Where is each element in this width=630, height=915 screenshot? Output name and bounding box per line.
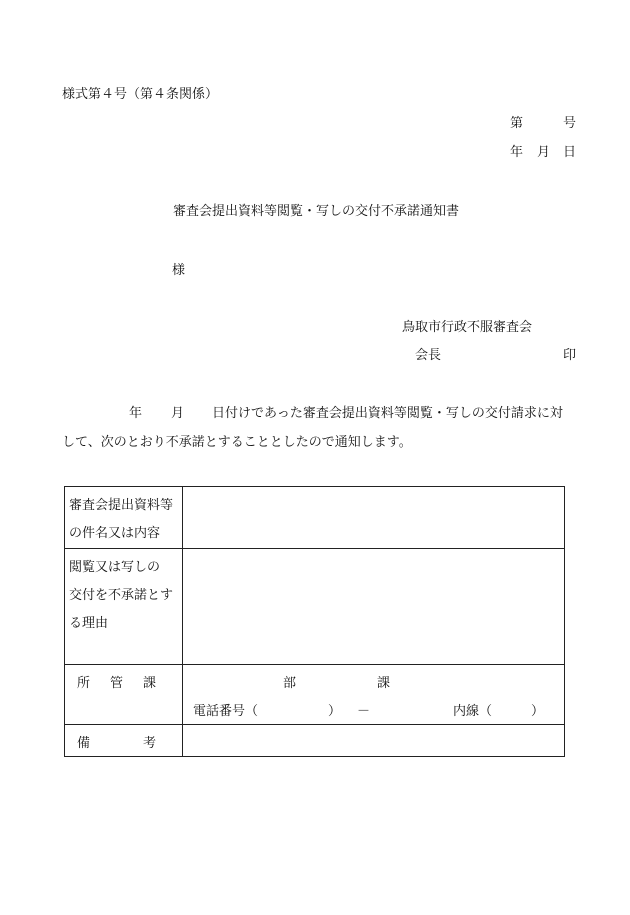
sender-position: 会長: [415, 348, 442, 363]
department-label-char1: 所: [77, 676, 91, 691]
seal-mark: 印: [562, 348, 576, 363]
subject-label-line1: 審査会提出資料等: [69, 498, 174, 513]
date-month: 月: [537, 145, 551, 160]
date-year: 年: [510, 145, 524, 160]
remarks-label-char1: 備: [77, 736, 91, 751]
reason-label-line2: 交付を不承諾とす: [69, 588, 174, 603]
reason-label-line1: 閲覧又は写しの: [69, 560, 161, 575]
table-row-remarks: [65, 725, 565, 757]
department-label-char3: 課: [142, 676, 156, 691]
addressee: 様: [172, 263, 186, 278]
document-number-prefix: 第: [510, 116, 524, 131]
document-title: 審査会提出資料等閲覧・写しの交付不承諾通知書: [173, 204, 460, 219]
sender-organization: 鳥取市行政不服審査会: [402, 320, 533, 335]
info-table: [64, 486, 565, 757]
body-month: 月: [171, 406, 185, 421]
department-label-char2: 管: [109, 676, 123, 691]
phone-close: ）: [328, 704, 342, 719]
subject-label: [65, 487, 183, 549]
table-row-reason: [65, 549, 565, 665]
subject-label-line2: の件名又は内容: [69, 526, 161, 541]
form-number: 様式第４号（第４条関係）: [62, 87, 219, 102]
date-day: 日: [562, 145, 576, 160]
document-number-suffix: 号: [562, 116, 576, 131]
reason-label-line3: る理由: [69, 616, 109, 631]
reason-value-cell[interactable]: [183, 549, 565, 665]
phone-label: 電話番号（: [193, 704, 259, 719]
table-row-department: [65, 665, 565, 725]
department-value-cell[interactable]: [183, 665, 565, 725]
subject-value-cell[interactable]: [183, 487, 565, 549]
extension-close: ）: [531, 704, 545, 719]
body-line1-rest: 日付けであった審査会提出資料等閲覧・写しの交付請求に対: [212, 406, 563, 421]
remarks-label: [65, 725, 183, 757]
table-row-subject: [65, 487, 565, 549]
department-label: [65, 665, 183, 725]
department-ka: 課: [377, 676, 391, 691]
remarks-label-char2: 考: [142, 736, 156, 751]
body-year: 年: [129, 406, 143, 421]
body-text-line2: して、次のとおり不承諾とすることとしたので通知します。: [62, 435, 412, 450]
phone-dash: －: [357, 704, 371, 719]
department-bu: 部: [283, 676, 297, 691]
extension-label: 内線（: [453, 704, 493, 719]
reason-label: [65, 549, 183, 665]
remarks-value-cell[interactable]: [183, 725, 565, 757]
